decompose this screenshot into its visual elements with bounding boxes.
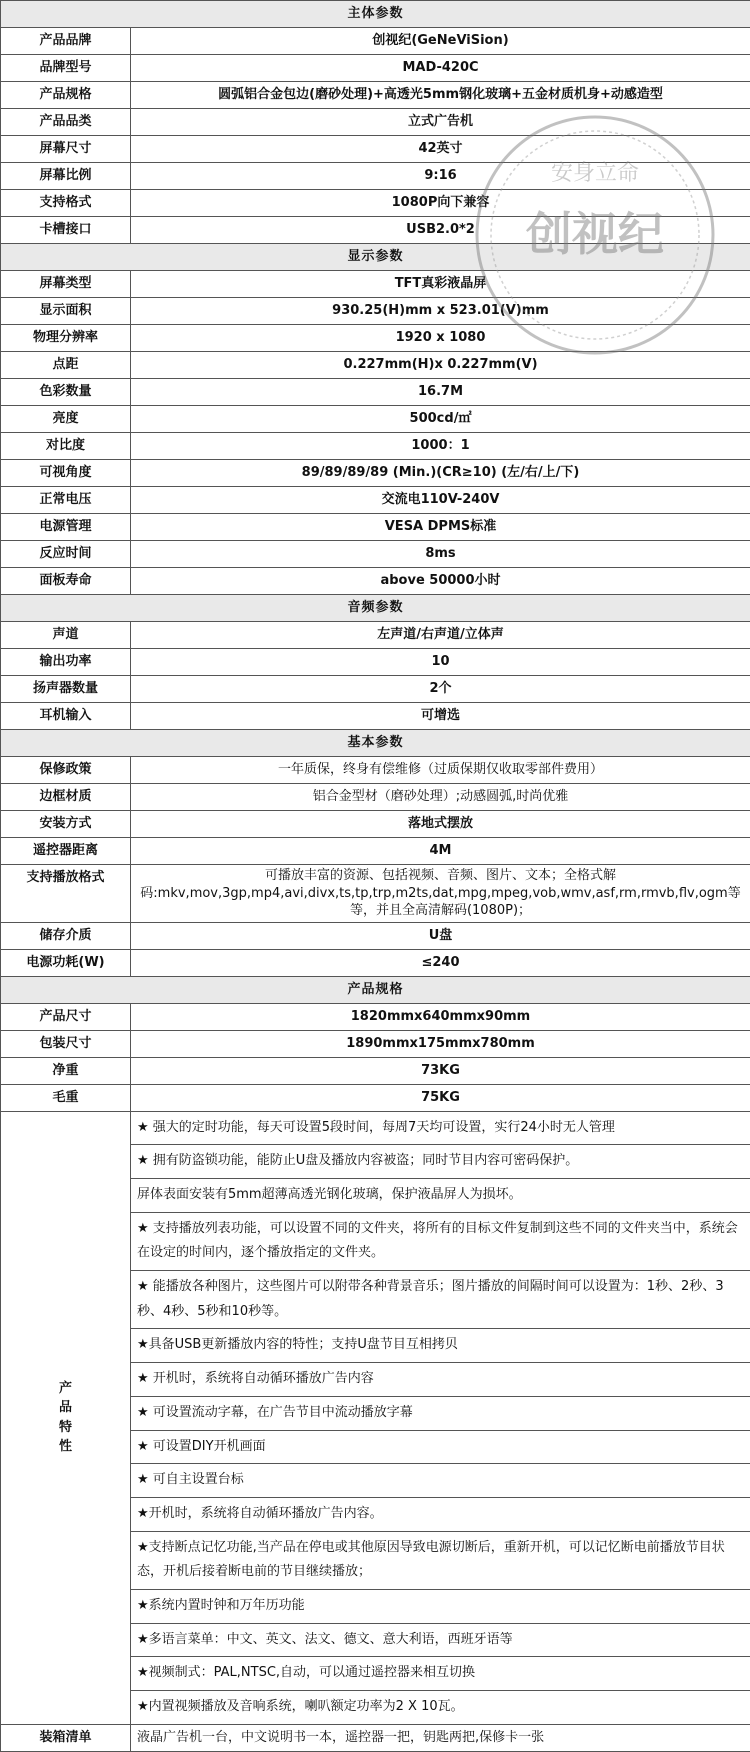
spec-row	[1, 28, 750, 55]
feature-item: ★ 可设置DIY开机画面	[131, 1430, 750, 1464]
feature-item: ★多语言菜单：中文、英文、法文、德文、意大利语，西班牙语等	[131, 1623, 750, 1657]
spec-key: 净重	[1, 1057, 131, 1084]
spec-key: 屏幕类型	[1, 271, 131, 298]
spec-key: 显示面积	[1, 298, 131, 325]
feature-item: ★内置视频播放及音响系统，喇叭额定功率为2 X 10瓦。	[131, 1691, 750, 1725]
section-header	[1, 730, 750, 757]
spec-key: 亮度	[1, 406, 131, 433]
spec-key: 产品规格	[1, 82, 131, 109]
spec-value: 创视纪(GeNeViSion)	[131, 28, 750, 55]
spec-value: 1820mmx640mmx90mm	[131, 1003, 750, 1030]
spec-value: 2个	[131, 676, 750, 703]
spec-value: 圆弧铝合金包边(磨砂处理)+高透光5mm钢化玻璃+五金材质机身+动感造型	[131, 82, 750, 109]
spec-row	[1, 541, 750, 568]
spec-key: 毛重	[1, 1084, 131, 1111]
feature-item: ★具备USB更新播放内容的特性；支持U盘节目互相拷贝	[131, 1329, 750, 1363]
spec-row	[1, 136, 750, 163]
spec-value: 左声道/右声道/立体声	[131, 622, 750, 649]
spec-value: 10	[131, 649, 750, 676]
spec-key: 屏幕尺寸	[1, 136, 131, 163]
spec-value: 73KG	[131, 1057, 750, 1084]
spec-key: 电源功耗(W)	[1, 949, 131, 976]
spec-value: above 50000小时	[131, 568, 750, 595]
spec-row	[1, 568, 750, 595]
spec-value: 1890mmx175mmx780mm	[131, 1030, 750, 1057]
spec-value: 89/89/89/89 (Min.)(CR≥10) (左/右/上/下)	[131, 460, 750, 487]
spec-row	[1, 82, 750, 109]
spec-key: 声道	[1, 622, 131, 649]
spec-key: 安装方式	[1, 811, 131, 838]
section-title: 主体参数	[1, 1, 750, 28]
spec-row	[1, 163, 750, 190]
spec-key: 边框材质	[1, 784, 131, 811]
spec-key: 屏幕比例	[1, 163, 131, 190]
spec-row	[1, 811, 750, 838]
section-header	[1, 1, 750, 28]
spec-row	[1, 325, 750, 352]
spec-row	[1, 352, 750, 379]
spec-value: 立式广告机	[131, 109, 750, 136]
feature-item: ★ 强大的定时功能，每天可设置5段时间，每周7天均可设置，实行24小时无人管理	[131, 1111, 750, 1145]
feature-item: ★ 开机时，系统将自动循环播放广告内容	[131, 1363, 750, 1397]
spec-row	[1, 55, 750, 82]
spec-key: 产品品类	[1, 109, 131, 136]
spec-row	[1, 784, 750, 811]
spec-value: 落地式摆放	[131, 811, 750, 838]
section-title: 产品规格	[1, 976, 750, 1003]
spec-key: 支持播放格式	[1, 865, 131, 923]
spec-key: 对比度	[1, 433, 131, 460]
spec-value: 500cd/㎡	[131, 406, 750, 433]
spec-key: 储存介质	[1, 922, 131, 949]
feature-item: ★ 能播放各种图片，这些图片可以附带各种背景音乐；图片播放的间隔时间可以设置为：1秒、2秒、3秒、4秒、5秒和10秒等。	[131, 1271, 750, 1329]
seal-main-text: 创视纪	[526, 207, 664, 261]
features-label-char: 性	[5, 1437, 126, 1457]
feature-item: ★支持断点记忆功能,当产品在停电或其他原因导致电源切断后，重新开机，可以记忆断电前播放节目状态，开机后接着断电前的节目继续播放；	[131, 1531, 750, 1589]
spec-key: 色彩数量	[1, 379, 131, 406]
spec-value: ≤240	[131, 949, 750, 976]
spec-value: 9:16	[131, 163, 750, 190]
spec-value: 930.25(H)mm x 523.01(V)mm	[131, 298, 750, 325]
features-label-char: 品	[5, 1398, 126, 1418]
spec-key: 电源管理	[1, 514, 131, 541]
section-header	[1, 595, 750, 622]
spec-value: 可增选	[131, 703, 750, 730]
spec-key: 卡槽接口	[1, 217, 131, 244]
feature-item: ★ 支持播放列表功能，可以设置不同的文件夹，将所有的目标文件复制到这些不同的文件夹当中，系统会在设定的时间内，逐个播放指定的文件夹。	[131, 1212, 750, 1270]
spec-table-body	[1, 1, 750, 1752]
seal-ring-text: 安身立命	[551, 161, 639, 186]
spec-value: 交流电110V-240V	[131, 487, 750, 514]
features-label-char: 特	[5, 1418, 126, 1438]
spec-row	[1, 649, 750, 676]
spec-row	[1, 1003, 750, 1030]
spec-row	[1, 865, 750, 923]
section-title: 基本参数	[1, 730, 750, 757]
spec-row	[1, 190, 750, 217]
spec-row	[1, 433, 750, 460]
spec-value: U盘	[131, 922, 750, 949]
spec-value: VESA DPMS标准	[131, 514, 750, 541]
spec-value: 可播放丰富的资源、包括视频、音频、图片、文本；全格式解码:mkv,mov,3gp,mp4,avi,divx,ts,tp,trp,m2ts,dat,mpg,mpeg,vob,wmv,asf,rm,rmvb,flv,ogm等等，并且全高清解码(1080P)；	[131, 865, 750, 923]
spec-value: 0.227mm(H)x 0.227mm(V)	[131, 352, 750, 379]
spec-value: 8ms	[131, 541, 750, 568]
spec-row	[1, 1057, 750, 1084]
spec-value: 1000：1	[131, 433, 750, 460]
feature-item: ★ 可自主设置台标	[131, 1464, 750, 1498]
spec-row	[1, 487, 750, 514]
section-title: 音频参数	[1, 595, 750, 622]
spec-key: 品牌型号	[1, 55, 131, 82]
spec-value: 4M	[131, 838, 750, 865]
features-label-char: 产	[5, 1379, 126, 1399]
spec-row	[1, 379, 750, 406]
spec-key: 包装尺寸	[1, 1030, 131, 1057]
spec-row	[1, 1084, 750, 1111]
packing-key: 装箱清单	[1, 1724, 131, 1751]
spec-row	[1, 406, 750, 433]
feature-item: ★开机时，系统将自动循环播放广告内容。	[131, 1497, 750, 1531]
spec-row	[1, 460, 750, 487]
spec-row	[1, 757, 750, 784]
spec-key: 产品尺寸	[1, 1003, 131, 1030]
spec-key: 面板寿命	[1, 568, 131, 595]
feature-item: ★ 拥有防盗锁功能，能防止U盘及播放内容被盗；同时节目内容可密码保护。	[131, 1145, 750, 1179]
spec-value: 1920 x 1080	[131, 325, 750, 352]
spec-value: TFT真彩液晶屏	[131, 271, 750, 298]
spec-row	[1, 922, 750, 949]
spec-row	[1, 217, 750, 244]
spec-value: MAD-420C	[131, 55, 750, 82]
spec-key: 耳机输入	[1, 703, 131, 730]
spec-row	[1, 271, 750, 298]
spec-key: 保修政策	[1, 757, 131, 784]
spec-value: 1080P向下兼容	[131, 190, 750, 217]
features-label	[1, 1111, 131, 1724]
spec-row	[1, 622, 750, 649]
spec-key: 输出功率	[1, 649, 131, 676]
spec-row	[1, 514, 750, 541]
spec-value: 16.7M	[131, 379, 750, 406]
spec-key: 点距	[1, 352, 131, 379]
spec-value: 75KG	[131, 1084, 750, 1111]
spec-key: 产品品牌	[1, 28, 131, 55]
spec-key: 支持格式	[1, 190, 131, 217]
spec-row	[1, 1030, 750, 1057]
spec-row	[1, 676, 750, 703]
section-header	[1, 244, 750, 271]
spec-value: 42英寸	[131, 136, 750, 163]
spec-row	[1, 838, 750, 865]
section-title: 显示参数	[1, 244, 750, 271]
spec-row	[1, 949, 750, 976]
spec-value: 一年质保，终身有偿维修（过质保期仅收取零部件费用）	[131, 757, 750, 784]
spec-row	[1, 298, 750, 325]
spec-key: 正常电压	[1, 487, 131, 514]
spec-row	[1, 109, 750, 136]
feature-item: ★ 可设置流动字幕，在广告节目中流动播放字幕	[131, 1396, 750, 1430]
spec-value: 铝合金型材（磨砂处理）;动感圆弧,时尚优雅	[131, 784, 750, 811]
packing-value: 液晶广告机一台，中文说明书一本，遥控器一把，钥匙两把,保修卡一张	[131, 1724, 750, 1751]
section-header	[1, 976, 750, 1003]
spec-key: 反应时间	[1, 541, 131, 568]
spec-key: 扬声器数量	[1, 676, 131, 703]
spec-key: 可视角度	[1, 460, 131, 487]
spec-value: USB2.0*2	[131, 217, 750, 244]
feature-item: 屏体表面安装有5mm超薄高透光钢化玻璃，保护液晶屏人为损坏。	[131, 1179, 750, 1213]
feature-item: ★系统内置时钟和万年历功能	[131, 1589, 750, 1623]
spec-row	[1, 703, 750, 730]
spec-key: 物理分辨率	[1, 325, 131, 352]
feature-row	[1, 1111, 750, 1145]
feature-item: ★视频制式：PAL,NTSC,自动，可以通过遥控器来相互切换	[131, 1657, 750, 1691]
packing-row	[1, 1724, 750, 1751]
spec-key: 遥控器距离	[1, 838, 131, 865]
